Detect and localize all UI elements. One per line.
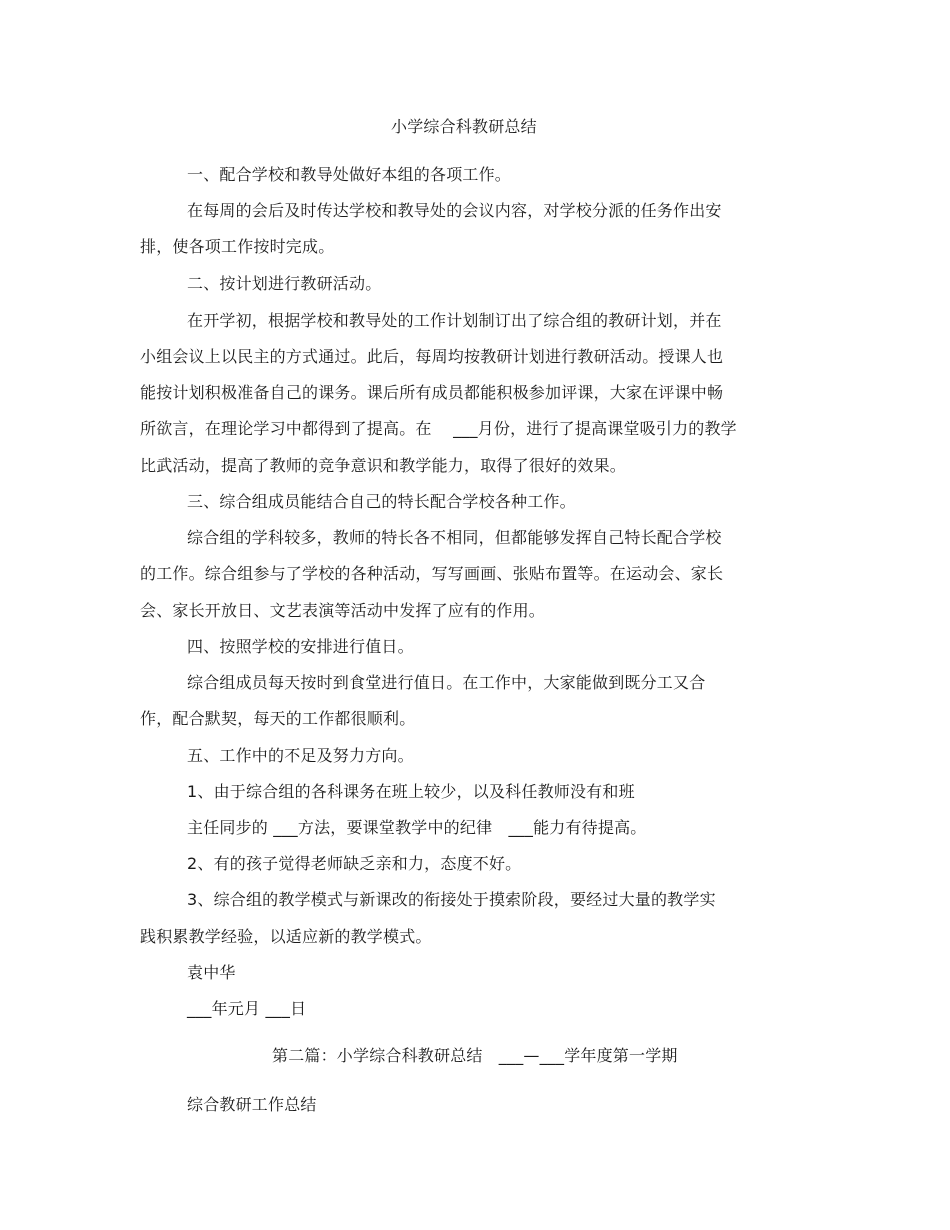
paragraph-2-line-4: 所欲言，在理论学习中都得到了提高。在 ___月份，进行了提高课堂吸引力的教学 [140, 419, 737, 438]
item-1-line-2: 主任同步的 ___方法，要课堂教学中的纪律 ___能力有待提高。 [187, 818, 647, 837]
paragraph-4-line-2: 作，配合默契，每天的工作都很顺利。 [140, 709, 416, 728]
paragraph-3-line-1: 综合组的学科较多，教师的特长各不相同，但都能够发挥自己特长配合学校 [187, 528, 722, 547]
doc-title: 小学综合科教研总结 [391, 117, 537, 136]
paragraph-3-line-3: 会、家长开放日、文艺表演等活动中发挥了应有的作用。 [140, 601, 546, 620]
paragraph-1-line-2: 排，使各项工作按时完成。 [140, 237, 335, 256]
paragraph-2-line-1: 在开学初，根据学校和教导处的工作计划制订出了综合组的教研计划，并在 [187, 311, 722, 330]
item-2: 2、有的孩子觉得老师缺乏亲和力，态度不好。 [187, 854, 522, 873]
heading-4: 四、按照学校的安排进行值日。 [187, 637, 414, 656]
item-3-line-1: 3、综合组的教学模式与新课改的衔接处于摸索阶段，要经过大量的教学实 [187, 890, 716, 909]
signer-name: 袁中华 [187, 963, 236, 982]
section-2-subtitle: 综合教研工作总结 [187, 1095, 317, 1114]
heading-5: 五、工作中的不足及努力方向。 [187, 746, 414, 765]
section-2-title: 第二篇：小学综合科教研总结 ___—___学年度第一学期 [272, 1046, 678, 1065]
item-3-line-2: 践积累教学经验，以适应新的教学模式。 [140, 927, 432, 946]
paragraph-4-line-1: 综合组成员每天按时到食堂进行值日。在工作中，大家能做到既分工又合 [187, 673, 706, 692]
paragraph-3-line-2: 的工作。综合组参与了学校的各种活动，写写画画、张贴布置等。在运动会、家长 [140, 564, 724, 583]
item-1-line-1: 1、由于综合组的各科课务在班上较少，以及科任教师没有和班 [187, 782, 635, 801]
heading-2: 二、按计划进行教研活动。 [187, 274, 382, 293]
paragraph-1-line-1: 在每周的会后及时传达学校和教导处的会议内容，对学校分派的任务作出安 [187, 201, 722, 220]
paragraph-2-line-3: 能按计划积极准备自己的课务。课后所有成员都能积极参加评课，大家在评课中畅 [140, 383, 724, 402]
paragraph-2-line-5: 比武活动，提高了教师的竞争意识和教学能力，取得了很好的效果。 [140, 456, 627, 475]
paragraph-2-line-2: 小组会议上以民主的方式通过。此后，每周均按教研计划进行教研活动。授课人也 [140, 347, 724, 366]
signature-date: ___年元月 ___日 [187, 999, 307, 1018]
heading-3: 三、综合组成员能结合自己的特长配合学校各种工作。 [187, 492, 576, 511]
heading-1: 一、配合学校和教导处做好本组的各项工作。 [187, 165, 512, 184]
